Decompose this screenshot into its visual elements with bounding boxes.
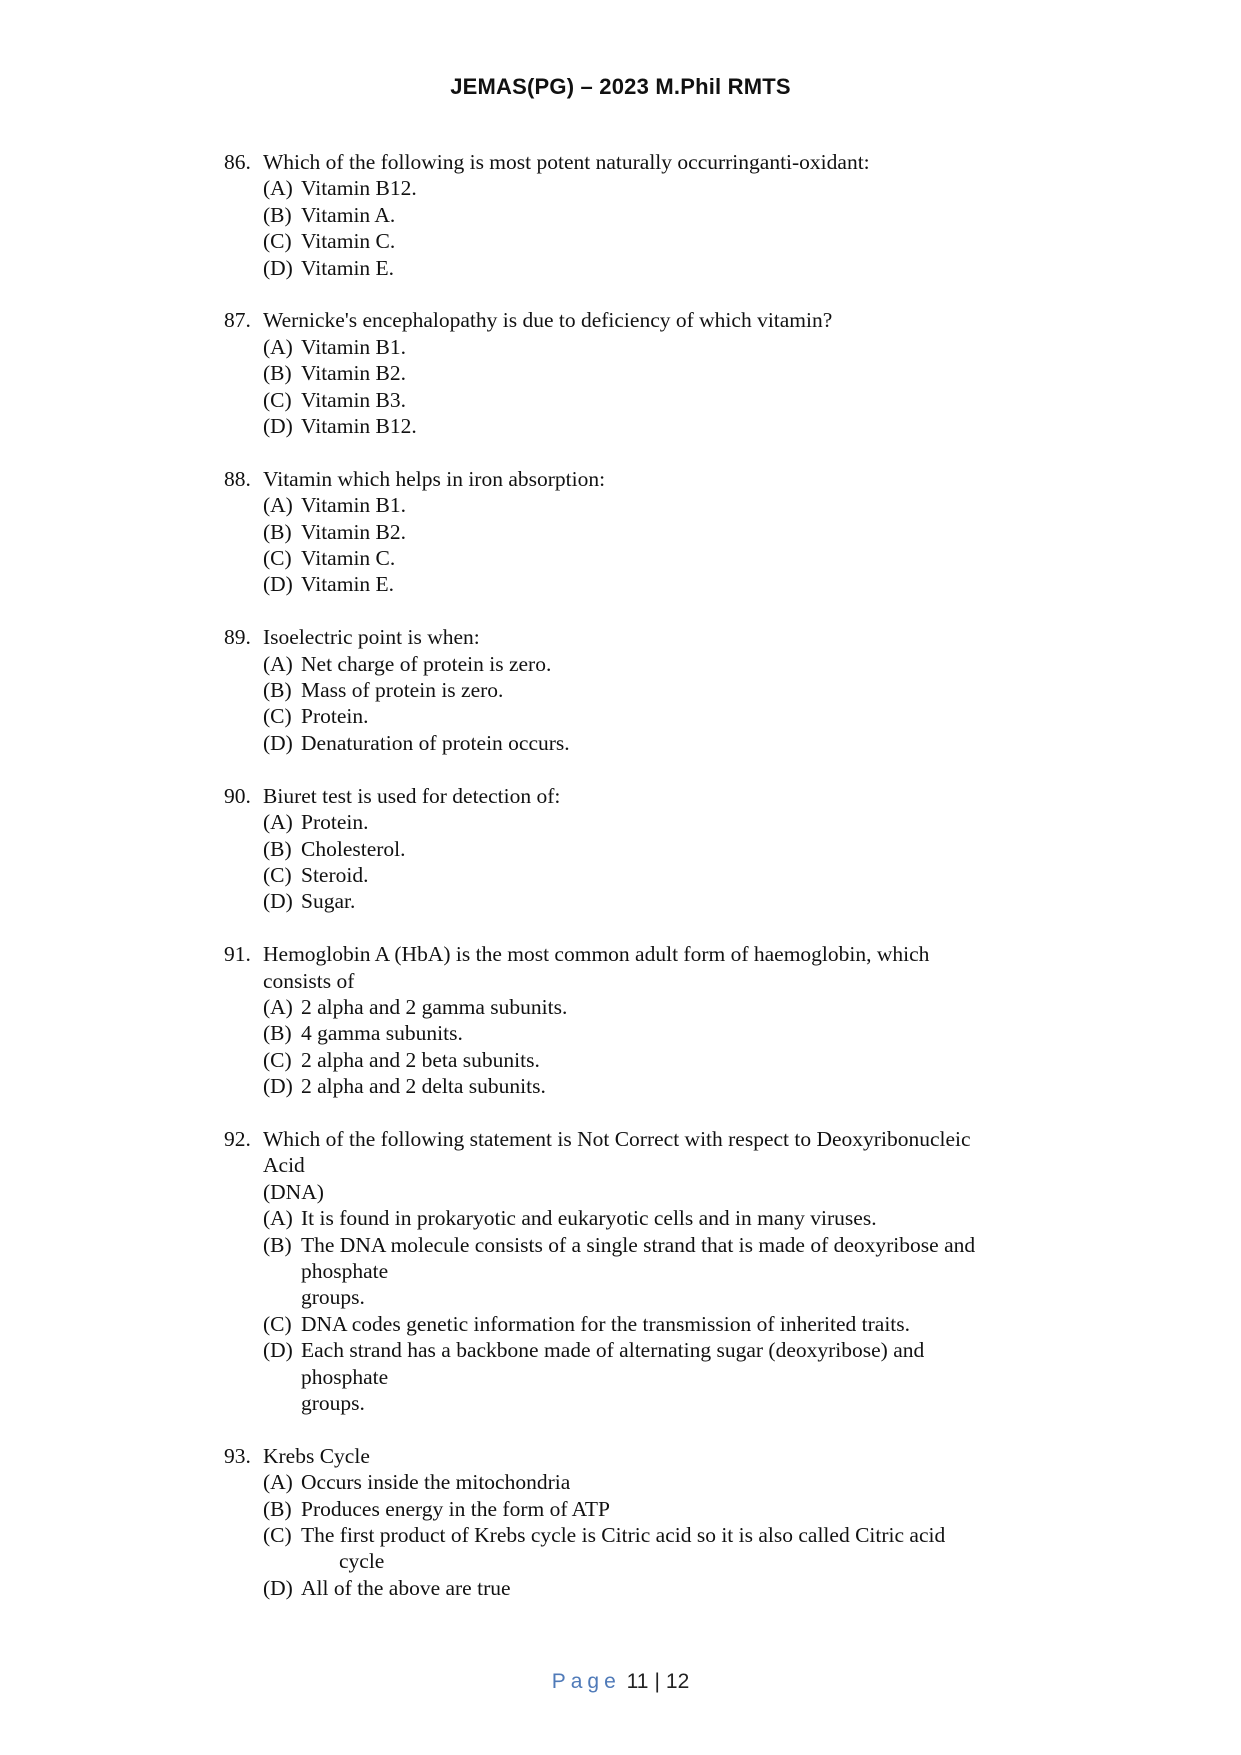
option-label: (C) [263,1047,292,1072]
question-list [224,149,1044,1628]
question-text [263,307,1044,333]
answer-option [263,994,1044,1020]
answer-option [263,1311,1044,1337]
question-stem [224,941,1044,994]
option-text-line: Vitamin E. [301,255,395,280]
option-text-line: DNA codes genetic information for the transmission of inherited traits. [301,1311,911,1336]
answer-option [263,228,1044,254]
option-label: (D) [263,1575,293,1600]
page-separator: | [654,1670,660,1693]
question-text-line: Wernicke's encephalopathy is due to deficiency of which vitamin? [263,308,833,333]
option-text [301,1020,1044,1046]
option-text-line: Sugar. [301,889,356,914]
option-label: (B) [263,678,292,703]
question-stem [224,1443,1044,1469]
option-text-line: Mass of protein is zero. [301,678,504,703]
option-text-line: Vitamin B2. [301,519,407,544]
question-text-line: consists of [263,968,355,993]
page-header-title: JEMAS(PG) – 2023 M.Phil RMTS [450,74,791,99]
question-text [263,624,1044,650]
option-text [301,1496,1044,1522]
answer-option [263,334,1044,360]
option-text [301,862,1044,888]
option-label: (D) [263,414,293,439]
option-label: (A) [263,1206,293,1231]
question-item [224,1443,1044,1601]
option-text-line: Cholesterol. [301,836,406,861]
question-number: 86. [224,150,251,174]
option-text-line: 2 alpha and 2 delta subunits. [301,1074,546,1099]
option-text [301,519,1044,545]
option-text [301,202,1044,228]
option-text-line: Vitamin A. [301,202,396,227]
option-text-line: Denaturation of protein occurs. [301,730,570,755]
option-text [301,413,1044,439]
answer-option [263,1575,1044,1601]
question-text-line: Acid [263,1153,305,1178]
option-label: (C) [263,862,292,887]
option-label: (A) [263,1470,293,1495]
option-text [301,255,1044,281]
option-label: (C) [263,1523,292,1548]
answer-option [263,1205,1044,1231]
option-label: (C) [263,1311,292,1336]
option-text-line: Vitamin B3. [301,387,407,412]
question-number: 91. [224,942,251,967]
answer-option [263,545,1044,571]
page-total: 12 [665,1670,690,1693]
option-label: (A) [263,493,293,518]
option-label: (B) [263,202,292,227]
option-label: (D) [263,730,293,755]
question-number: 87. [224,308,251,333]
answer-option [263,571,1044,597]
option-label: (A) [263,994,293,1019]
option-text [301,888,1044,914]
option-text [301,651,1044,677]
question-item [224,783,1044,915]
answer-option [263,809,1044,835]
option-text [301,334,1044,360]
answer-option [263,836,1044,862]
option-text [301,228,1044,254]
option-text-line: 4 gamma subunits. [301,1021,463,1046]
option-label: (B) [263,1232,292,1257]
option-text [301,677,1044,703]
question-stem [224,466,1044,492]
answer-option [263,677,1044,703]
answer-option [263,1496,1044,1522]
option-label: (B) [263,1021,292,1046]
option-text [301,730,1044,756]
answer-option [263,1522,1044,1575]
option-text-line: Each strand has a backbone made of alternating sugar (deoxyribose) and [301,1338,925,1363]
option-text-line: All of the above are true [301,1575,511,1600]
option-label: (D) [263,889,293,914]
question-stem [224,149,1044,175]
question-stem [224,307,1044,333]
answer-option [263,492,1044,518]
option-text-line: 2 alpha and 2 beta subunits. [301,1047,540,1072]
question-item [224,466,1044,598]
option-text-line: Occurs inside the mitochondria [301,1470,571,1495]
answer-option [263,255,1044,281]
page-label: Page [551,1670,621,1693]
question-text-line: Vitamin which helps in iron absorption: [263,466,606,491]
question-text-line: Isoelectric point is when: [263,625,480,650]
option-text-line: Vitamin C. [301,546,396,571]
question-text-line: Krebs Cycle [263,1443,370,1468]
answer-option [263,387,1044,413]
answer-option [263,175,1044,201]
question-number: 88. [224,466,251,491]
answer-option [263,730,1044,756]
page-number: 11 [626,1670,649,1693]
option-label: (B) [263,836,292,861]
answer-option [263,651,1044,677]
option-label: (C) [263,229,292,254]
option-text [301,836,1044,862]
question-text [263,1443,1044,1469]
question-text [263,783,1044,809]
option-text-line: Vitamin B12. [301,176,417,201]
answer-option [263,703,1044,729]
question-text-line: Which of the following statement is Not Correct with respect to Deoxyribonucleic [263,1126,971,1151]
question-text [263,466,1044,492]
question-stem [224,1126,1044,1205]
option-label: (C) [263,704,292,729]
option-text [301,703,1044,729]
option-text-line: Vitamin B12. [301,414,417,439]
question-item [224,1126,1044,1416]
question-text-line: Biuret test is used for detection of: [263,783,561,808]
question-text [263,1126,1044,1205]
option-label: (A) [263,334,293,359]
answer-option [263,1073,1044,1099]
option-label: (C) [263,546,292,571]
option-label: (D) [263,1074,293,1099]
option-text-line: Steroid. [301,862,369,887]
answer-option [263,360,1044,386]
option-text-line: Vitamin B2. [301,361,407,386]
option-text [301,1522,1044,1575]
option-text-line: phosphate [301,1364,389,1389]
answer-option [263,1020,1044,1046]
answer-option [263,1469,1044,1495]
answer-option [263,1232,1044,1311]
option-text [301,387,1044,413]
option-text [301,1047,1044,1073]
option-text [301,175,1044,201]
answer-option [263,202,1044,228]
option-text [301,492,1044,518]
question-item [224,149,1044,281]
option-text-line: cycle [339,1549,385,1574]
page-footer [0,1670,1241,1694]
answer-option [263,1047,1044,1073]
option-label: (C) [263,387,292,412]
option-label: (B) [263,1496,292,1521]
option-text [301,1469,1044,1495]
question-number: 89. [224,625,251,650]
question-stem [224,624,1044,650]
option-text [301,571,1044,597]
option-text [301,1575,1044,1601]
option-text-line: Vitamin B1. [301,334,407,359]
option-label: (D) [263,572,293,597]
option-text-line: Produces energy in the form of ATP [301,1496,610,1521]
answer-option [263,862,1044,888]
question-text-line: Hemoglobin A (HbA) is the most common adult form of haemoglobin, which [263,942,930,967]
option-text [301,360,1044,386]
option-text [301,1311,1044,1337]
option-label: (D) [263,1338,293,1363]
option-text-line: Protein. [301,810,369,835]
answer-option [263,888,1044,914]
option-label: (B) [263,519,292,544]
option-label: (A) [263,176,293,201]
question-item [224,307,1044,439]
option-text-line: Vitamin C. [301,229,396,254]
option-text [301,545,1044,571]
option-label: (D) [263,255,293,280]
question-stem [224,783,1044,809]
option-text [301,1073,1044,1099]
option-text [301,1205,1044,1231]
question-number: 92. [224,1126,251,1151]
option-text [301,1337,1044,1416]
answer-option [263,519,1044,545]
option-text-line: The first product of Krebs cycle is Citric acid so it is also called Citric acid [301,1523,946,1548]
option-text-line: Vitamin E. [301,572,395,597]
option-label: (B) [263,361,292,386]
answer-option [263,413,1044,439]
option-text [301,1232,1044,1311]
option-text [301,809,1044,835]
option-label: (A) [263,810,293,835]
option-text [301,994,1044,1020]
option-text-line: Vitamin B1. [301,493,407,518]
question-number: 93. [224,1443,251,1468]
question-item [224,624,1044,756]
question-number: 90. [224,783,251,808]
question-item [224,941,1044,1099]
option-text-line: Net charge of protein is zero. [301,651,552,676]
option-text-line: It is found in prokaryotic and eukaryotic cells and in many viruses. [301,1206,877,1231]
question-text-line: (DNA) [263,1179,324,1204]
option-text-line: groups. [301,1285,365,1310]
question-text-line: Which of the following is most potent naturally occurringanti-oxidant: [263,150,870,174]
question-text [263,941,1044,994]
option-text-line: Protein. [301,704,369,729]
option-label: (A) [263,651,293,676]
option-text-line: The DNA molecule consists of a single strand that is made of deoxyribose and [301,1232,976,1257]
question-text [263,149,1044,175]
option-text-line: phosphate [301,1258,389,1283]
option-text-line: 2 alpha and 2 gamma subunits. [301,994,568,1019]
answer-option [263,1337,1044,1416]
option-text-line: groups. [301,1391,365,1415]
